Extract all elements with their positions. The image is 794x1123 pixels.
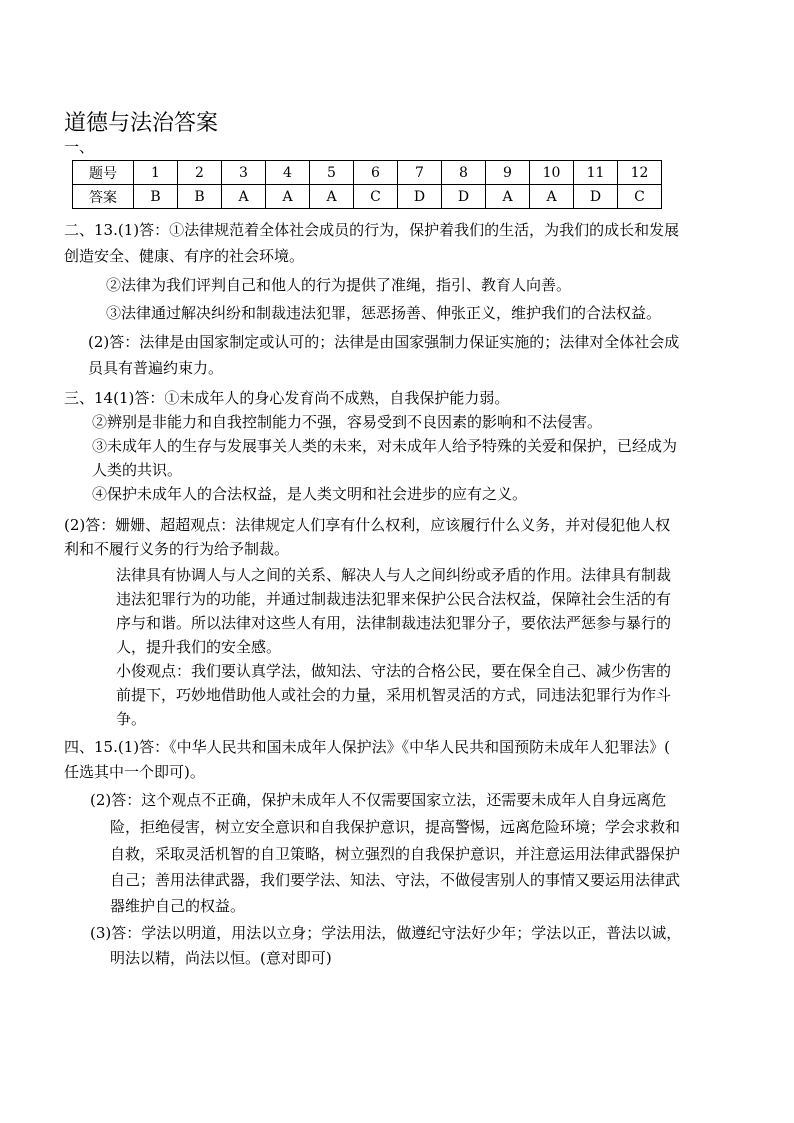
answer-line: ②法律为我们评判自己和他人的行为提供了准绳，指引、教育人向善。 [106,276,572,294]
answer-line: 人，提升我们的安全感。 [116,638,282,656]
answer-line: 自救，采取灵活机智的自卫策略，树立强烈的自我保护意识，并注意运用法律武器保护 [110,845,681,863]
answer-line: (2)答：这个观点不正确，保护未成年人不仅需要国家立法，还需要未成年人自身远离危 [90,791,667,809]
question-number: 3 [222,161,266,185]
answer-line: 自己；善用法律武器，我们要学法、知法、守法，不做侵害别人的事情又要运用法律武 [110,871,681,889]
answer-line: ③未成年人的生存与发展事关人类的未来，对未成年人给予特殊的关爱和保护，已经成为 [92,437,678,455]
answer-cell: C [618,185,662,209]
answer-cell: C [354,185,398,209]
answer-line: 法律具有协调人与人之间的关系、解决人与人之间纠纷或矛盾的作用。法律具有制裁 [116,566,672,584]
answer-cell: D [398,185,442,209]
answer-line: 明法以精，尚法以恒。(意对即可) [110,949,332,967]
answer-line: (2)答：法律是由国家制定或认可的；法律是由国家强制力保证实施的；法律对全体社会成 [88,333,680,351]
answer-line: 人类的共识。 [92,461,183,479]
table-row [73,185,662,209]
row-header-number: 题号 [73,161,134,185]
answer-cell: D [442,185,486,209]
answer-line: ④保护未成年人的合法权益，是人类文明和社会进步的应有之义。 [92,485,528,503]
question-number: 7 [398,161,442,185]
table-row [73,161,662,185]
question-number: 4 [266,161,310,185]
question-number: 6 [354,161,398,185]
answer-line: (3)答：学法以明道，用法以立身；学法用法，做遵纪守法好少年；学法以正，普法以诚， [90,924,682,942]
answer-line: 任选其中一个即可)。 [64,763,205,781]
answer-line: 创造安全、健康、有序的社会环境。 [64,247,305,265]
answer-cell: A [310,185,354,209]
section-1-label: 一、 [64,138,95,156]
question-number: 10 [530,161,574,185]
question-number: 11 [574,161,618,185]
answer-line: (2)答：姗姗、超超观点：法律规定人们享有什么权利，应该履行什么义务，并对侵犯他人权 [64,516,671,534]
answer-line: 违法犯罪行为的功能，并通过制裁违法犯罪来保护公民合法权益，保障社会生活的有 [116,590,672,608]
answer-line: 序与和谐。所以法律对这些人有用，法律制裁违法犯罪分子，要依法严惩参与暴行的 [116,614,672,632]
question-number: 1 [134,161,178,185]
question-number: 12 [618,161,662,185]
answer-cell: A [486,185,530,209]
answer-table [72,160,662,209]
answer-line: 器维护自己的权益。 [110,897,246,915]
answer-line: 四、15.(1)答：《中华人民共和国未成年人保护法》《中华人民共和国预防未成年人犯罪法》( [64,738,670,756]
answer-cell: A [266,185,310,209]
answer-cell: B [134,185,178,209]
page-title: 道德与法治答案 [64,111,219,136]
answer-cell: D [574,185,618,209]
answer-cell: A [530,185,574,209]
question-number: 2 [178,161,222,185]
answer-line: ③法律通过解决纠纷和制裁违法犯罪，惩恶扬善、伸张正义，维护我们的合法权益。 [106,304,662,322]
answer-cell: A [222,185,266,209]
answer-line: 前提下，巧妙地借助他人或社会的力量，采用机智灵活的方式，同违法犯罪行为作斗 [116,686,672,704]
answer-line: 三、14(1)答：①未成年人的身心发育尚不成熟，自我保护能力弱。 [64,389,510,407]
question-number: 8 [442,161,486,185]
question-number: 5 [310,161,354,185]
answer-line: 利和不履行义务的行为给予制裁。 [64,540,290,558]
answer-line: 员具有普遍约束力。 [88,359,224,377]
answer-line: 争。 [116,710,147,728]
answer-line: ②辨别是非能力和自我控制能力不强，容易受到不良因素的影响和不法侵害。 [92,413,603,431]
answer-line: 二、13.(1)答：①法律规范着全体社会成员的行为，保护着我们的生活，为我们的成长和发展 [64,221,680,239]
answer-line: 险，拒绝侵害，树立安全意识和自我保护意识，提高警惕，远离危险环境；学会求救和 [110,818,681,836]
answer-line: 小俊观点：我们要认真学法，做知法、守法的合格公民，要在保全自己、减少伤害的 [116,662,672,680]
row-header-answer: 答案 [73,185,134,209]
answer-cell: B [178,185,222,209]
question-number: 9 [486,161,530,185]
